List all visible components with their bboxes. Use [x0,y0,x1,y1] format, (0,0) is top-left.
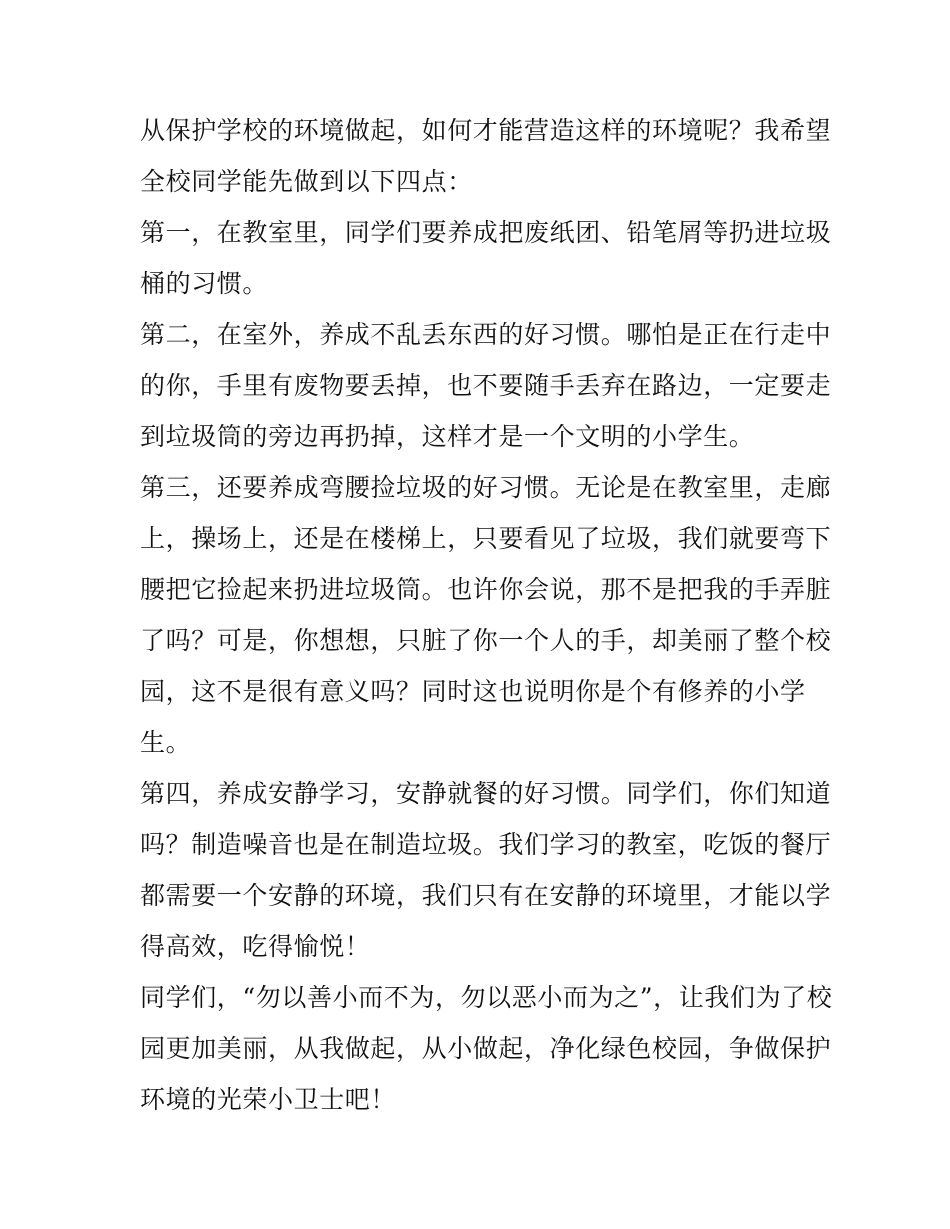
text-line: 第二，在室外，养成不乱丢东西的好习惯。哪怕是正在行走中 [140,320,832,349]
text-line: 第三，还要养成弯腰捡垃圾的好习惯。无论是在教室里，走廊 [140,473,832,502]
text-line: 上，操场上，还是在楼梯上，只要看见了垃圾，我们就要弯下 [140,524,832,553]
text-line: 了吗？可是，你想想，只脏了你一个人的手，却美丽了整个校 [140,626,832,655]
paragraph-closing [140,972,833,1125]
text-line: 园更加美丽，从我做起，从小做起，净化绿色校园，争做保护 [140,1034,832,1063]
text-line: 从保护学校的环境做起，如何才能营造这样的环境呢？我希望 [140,116,832,145]
paragraph-point-three [140,462,830,768]
text-line: 到垃圾筒的旁边再扔掉，这样才是一个文明的小学生。 [140,422,755,451]
text-line: 得高效，吃得愉悦！ [140,932,371,961]
paragraph-point-two [140,309,830,462]
text-line: 全校同学能先做到以下四点： [140,167,473,196]
text-line: 腰把它捡起来扔进垃圾筒。也许你会说，那不是把我的手弄脏 [140,575,832,604]
paragraph-intro [140,105,830,207]
text-line: 园，这不是很有意义吗？同时这也说明你是个有修养的小学 [140,677,806,706]
text-line: 的你，手里有废物要丢掉，也不要随手丢弃在路边，一定要走 [140,371,832,400]
paragraph-point-four [140,768,830,972]
text-line: 环境的光荣小卫士吧！ [140,1085,397,1114]
document-body [140,105,833,1125]
paragraph-point-one [140,207,830,309]
text-line: 第四，养成安静学习，安静就餐的好习惯。同学们，你们知道 [140,779,832,808]
text-line: 吗？制造噪音也是在制造垃圾。我们学习的教室，吃饭的餐厅 [140,830,832,859]
text-line: 桶的习惯。 [140,269,269,298]
text-line: 第一，在教室里，同学们要养成把废纸团、铅笔屑等扔进垃圾 [140,218,832,247]
text-line: 同学们，“勿以善小而不为，勿以恶小而为之”，让我们为了校 [140,983,833,1012]
text-line: 都需要一个安静的环境，我们只有在安静的环境里，才能以学 [140,881,832,910]
text-line: 生。 [140,728,192,757]
